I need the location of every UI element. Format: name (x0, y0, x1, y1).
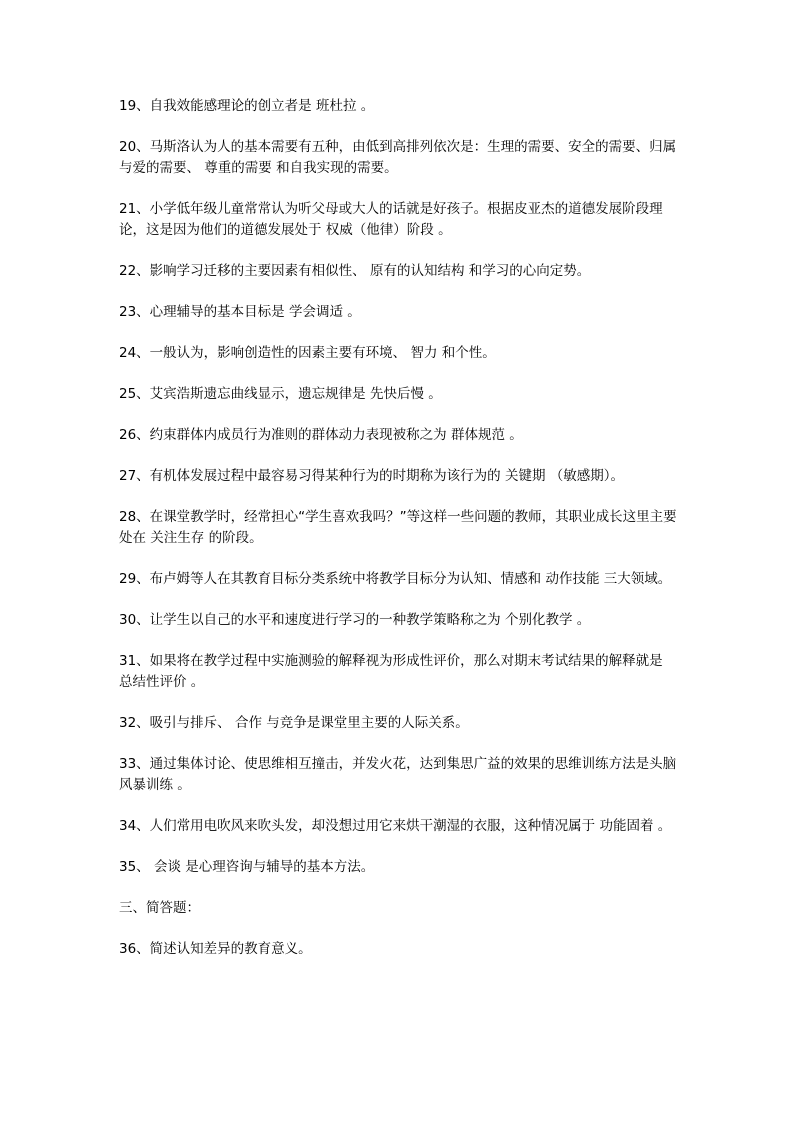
section-heading: 三、简答题： (119, 900, 200, 916)
question-25: 25、艾宾浩斯遗忘曲线显示，遗忘规律是 先快后慢 。 (119, 386, 442, 402)
question-34: 34、人们常用电吹风来吹头发，却没想过用它来烘干潮湿的衣服，这种情况属于 功能固着 。 (119, 818, 672, 834)
question-26: 26、约束群体内成员行为准则的群体动力表现被称之为 群体规范 。 (119, 427, 523, 443)
question-31: 31、如果将在教学过程中实施测验的解释视为形成性评价，那么对期末考试结果的解释就是 总结性评价 。 (119, 653, 667, 690)
question-23: 23、心理辅导的基本目标是 学会调适 。 (119, 304, 361, 320)
document-page (119, 96, 679, 980)
question-30: 30、让学生以自己的水平和速度进行学习的一种教学策略称之为 个别化教学 。 (119, 612, 591, 628)
question-24: 24、一般认为，影响创造性的因素主要有环境、 智力 和个性。 (119, 345, 496, 361)
question-28: 28、在课堂教学时，经常担心“学生喜欢我吗？”等这样一些问题的教师，其职业成长这里主要处在 关注生存 的阶段。 (119, 509, 677, 546)
question-33: 33、通过集体讨论、使思维相互撞击，并发火花，达到集思广益的效果的思维训练方法是头脑风暴训练 。 (119, 756, 677, 793)
question-36: 36、简述认知差异的教育意义。 (119, 941, 312, 957)
question-29: 29、布卢姆等人在其教育目标分类系统中将教学目标分为认知、情感和 动作技能 三大领域。 (119, 571, 672, 587)
question-20: 20、马斯洛认为人的基本需要有五种，由低到高排列依次是：生理的需要、安全的需要、归属与爱的需要、 尊重的需要 和自我实现的需要。 (119, 139, 677, 176)
question-19: 19、自我效能感理论的创立者是 班杜拉 。 (119, 98, 375, 114)
question-35: 35、 会谈 是心理咨询与辅导的基本方法。 (119, 859, 375, 875)
question-22: 22、影响学习迁移的主要因素有相似性、 原有的认知结构 和学习的心向定势。 (119, 263, 591, 279)
question-27: 27、有机体发展过程中最容易习得某种行为的时期称为该行为的 关键期 （敏感期）。 (119, 468, 625, 484)
question-32: 32、吸引与排斥、 合作 与竞争是课堂里主要的人际关系。 (119, 715, 469, 731)
question-21: 21、小学低年级儿童常常认为听父母或大人的话就是好孩子。根据皮亚杰的道德发展阶段理论，这是因为他们的道德发展处于 权威（他律）阶段 。 (119, 201, 663, 238)
